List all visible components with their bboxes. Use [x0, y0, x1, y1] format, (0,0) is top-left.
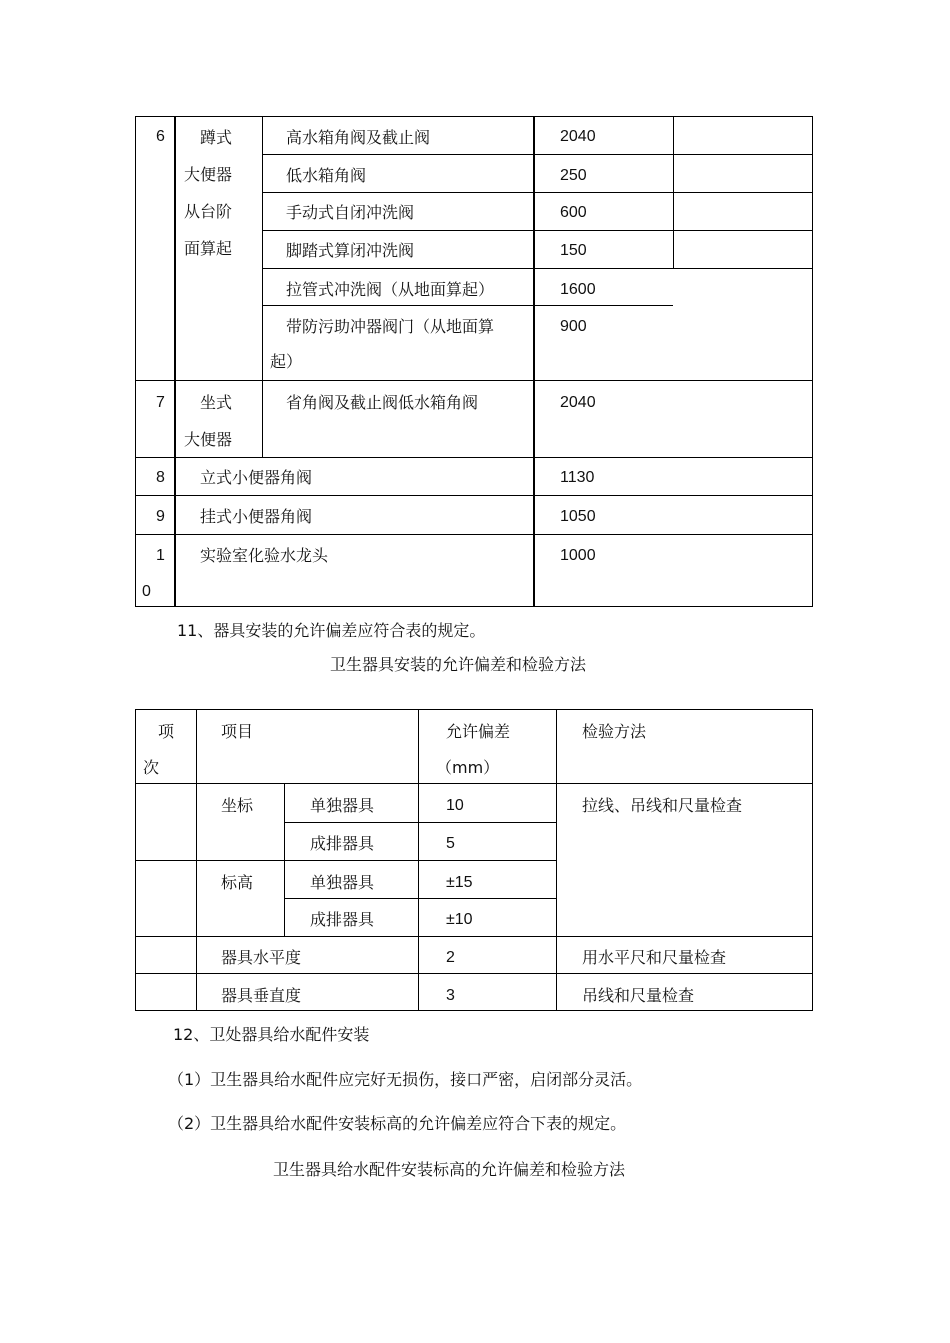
group-label: 标高 — [221, 873, 254, 892]
item-name: 实验室化验水龙头 — [200, 546, 329, 565]
row-number-cont: 0 — [142, 583, 151, 600]
tolerance-value: 10 — [446, 797, 464, 814]
method-text: 用水平尺和尺量检查 — [582, 948, 727, 967]
item-value: 1050 — [560, 508, 596, 525]
item-name: 成排器具 — [310, 910, 375, 929]
paragraph-11: 11、器具安装的允许偏差应符合表的规定。 — [177, 621, 486, 640]
tolerance-value: 2 — [446, 949, 455, 966]
category-label: 坐式 — [200, 393, 233, 412]
row-number: 1 — [156, 547, 165, 564]
row-number: 8 — [156, 469, 165, 486]
paragraph-12-2: （2）卫生器具给水配件安装标高的允许偏差应符合下表的规定。 — [168, 1114, 627, 1133]
item-name: 高水箱角阀及截止阀 — [286, 128, 431, 147]
tolerance-value: ±10 — [446, 911, 473, 928]
item-name: 挂式小便器角阀 — [200, 507, 313, 526]
item-value: 1600 — [560, 281, 596, 298]
header-seq: 项 — [158, 722, 175, 741]
item-name: 单独器具 — [310, 796, 375, 815]
item-name: 带防污助冲器阀门（从地面算 — [286, 317, 495, 336]
paragraph-12-1: （1）卫生器具给水配件应完好无损伤，接口严密，启闭部分灵活。 — [168, 1070, 643, 1089]
category-label: 大便器 — [184, 165, 233, 184]
item-name-cont: 起） — [270, 352, 303, 371]
header-method: 检验方法 — [582, 722, 647, 741]
method-text: 拉线、吊线和尺量检查 — [582, 796, 743, 815]
category-label: 面算起 — [184, 239, 233, 258]
item-name: 单独器具 — [310, 873, 375, 892]
item-value: 250 — [560, 167, 587, 184]
paragraph-12: 12、卫处器具给水配件安装 — [173, 1025, 370, 1044]
category-label: 从台阶 — [184, 202, 233, 221]
table-title-tolerance: 卫生器具安装的允许偏差和检验方法 — [330, 655, 587, 674]
row-number: 9 — [156, 508, 165, 525]
row-number: 7 — [156, 394, 165, 411]
category-label: 大便器 — [184, 430, 233, 449]
item-value: 600 — [560, 204, 587, 221]
item-name: 脚踏式算闭冲洗阀 — [286, 241, 415, 260]
item-value: 900 — [560, 318, 587, 335]
tolerance-value: 3 — [446, 987, 455, 1004]
item-name: 立式小便器角阀 — [200, 468, 313, 487]
item-value: 2040 — [560, 394, 596, 411]
method-text: 吊线和尺量检查 — [582, 986, 695, 1005]
tolerance-value: 5 — [446, 835, 455, 852]
item-name: 低水箱角阀 — [286, 166, 367, 185]
header-tolerance-unit: （mm） — [436, 758, 500, 777]
header-tolerance: 允许偏差 — [446, 722, 511, 741]
table-title-fitting-height: 卫生器具给水配件安装标高的允许偏差和检验方法 — [273, 1160, 626, 1179]
tolerance-value: ±15 — [446, 874, 473, 891]
item-value: 2040 — [560, 128, 596, 145]
item-name: 拉管式冲洗阀（从地面算起） — [286, 280, 495, 299]
item-name: 器具水平度 — [221, 948, 302, 967]
row-number: 6 — [156, 128, 165, 145]
item-name: 成排器具 — [310, 834, 375, 853]
category-label: 蹲式 — [200, 128, 233, 147]
item-value: 1000 — [560, 547, 596, 564]
item-value: 150 — [560, 242, 587, 259]
item-name: 器具垂直度 — [221, 986, 302, 1005]
header-item: 项目 — [221, 722, 254, 741]
item-value: 1130 — [560, 469, 595, 486]
group-label: 坐标 — [221, 796, 254, 815]
item-name: 省角阀及截止阀低水箱角阀 — [286, 393, 479, 412]
header-seq-cont: 次 — [143, 758, 160, 777]
item-name: 手动式自闭冲洗阀 — [286, 203, 415, 222]
